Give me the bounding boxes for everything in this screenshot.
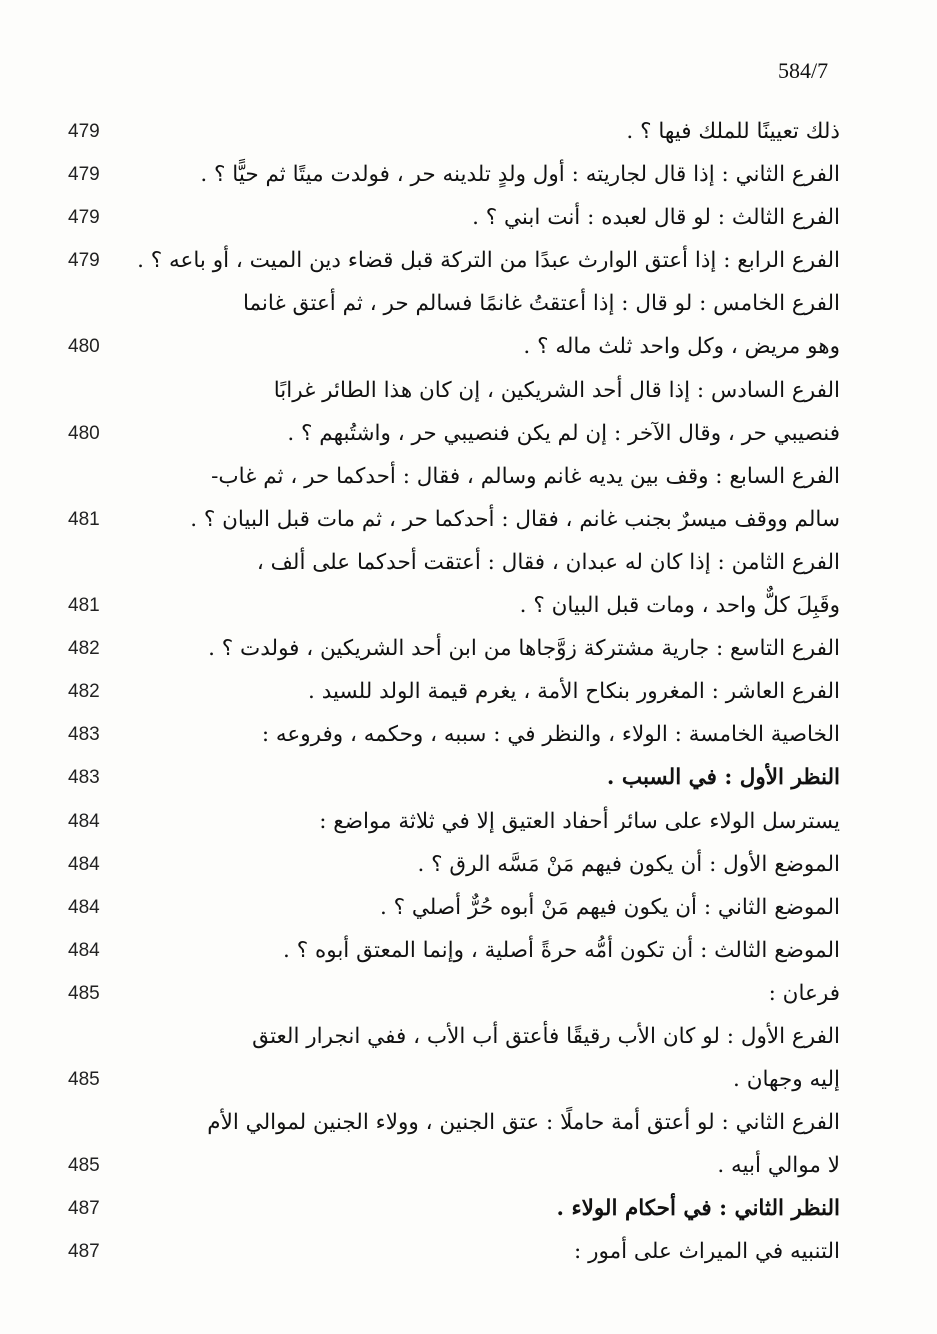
- toc-entry: [60, 713, 840, 756]
- toc-entry: [60, 929, 840, 972]
- toc-entry-text: ذلك تعيينًا للملك فيها ؟ .: [626, 119, 840, 144]
- toc-entry-page: 479: [68, 121, 100, 142]
- toc-entry-page: 482: [68, 638, 100, 660]
- toc-entry-text: إليه وجهان .: [733, 1067, 840, 1093]
- toc-entry-page: 485: [68, 1069, 100, 1091]
- toc-entry: [60, 239, 840, 282]
- toc-entry-page: 484: [68, 853, 100, 875]
- toc-entry-text: فرعان :: [768, 980, 840, 1006]
- toc-entry-page: 480: [68, 422, 100, 444]
- toc-entry-text: النظر الثاني : في أحكام الولاء .: [556, 1196, 840, 1222]
- page-header-number: 584/7: [778, 58, 829, 83]
- toc-entry-page: 485: [68, 1155, 100, 1177]
- toc-entry-page: 479: [68, 250, 100, 272]
- toc-entry: [60, 282, 840, 325]
- toc-entry: [60, 972, 840, 1015]
- toc-entry-text: الفرع التاسع : جارية مشتركة زوَّجاها من ابن أحد الشريكين ، فولدت ؟ .: [208, 636, 840, 662]
- toc-entry: [60, 886, 840, 929]
- toc-entry: [60, 800, 840, 843]
- toc-entry: [60, 1058, 840, 1101]
- toc-entry-text: الفرع الرابع : إذا أعتق الوارث عبدًا من التركة قبل قضاء دين الميت ، أو باعه ؟ .: [137, 248, 840, 274]
- toc-entry-page: 487: [68, 1241, 100, 1263]
- toc-entry: [60, 584, 840, 627]
- toc-entry-page: 480: [68, 336, 100, 358]
- toc-entry: [60, 541, 840, 584]
- toc-entry-page: 481: [68, 508, 100, 530]
- toc-entry: [60, 369, 840, 412]
- toc-entry-text: الفرع الثالث : لو قال لعبده : أنت ابني ؟ .: [472, 205, 840, 231]
- toc-entry-text: النظر الأول : في السبب .: [606, 765, 840, 791]
- toc-entry-text: الفرع الثامن : إذا كان له عبدان ، فقال : أعتقت أحدكما على ألف ،: [256, 549, 840, 575]
- toc-entry: [60, 1187, 840, 1230]
- toc-entry-text: وقَبِلَ كلٌّ واحد ، ومات قبل البيان ؟ .: [519, 593, 840, 619]
- toc-entry: [60, 1144, 840, 1187]
- toc-entry-page: 483: [68, 724, 100, 746]
- toc-entry-text: الخاصية الخامسة : الولاء ، والنظر في : سببه ، وحكمه ، وفروعه :: [261, 722, 840, 748]
- toc-entry-text: فنصيبي حر ، وقال الآخر : إن لم يكن فنصيبي حر ، واشتُبهم ؟ .: [287, 420, 840, 446]
- toc-entry-page: 485: [68, 982, 100, 1004]
- toc-entry-text: التنبيه في الميراث على أمور :: [574, 1239, 840, 1265]
- toc-entry-page: 484: [68, 896, 100, 918]
- toc-entry-page: 479: [68, 164, 100, 186]
- toc-entry-text: الفرع الخامس : لو قال : إذا أعتقتُ غانمًا فسالم حر ، ثم أعتق غانما: [242, 291, 840, 317]
- toc-entry: [60, 1015, 840, 1058]
- toc-entry-page: 487: [68, 1198, 100, 1220]
- toc-entry: [60, 843, 840, 886]
- toc-entry-page: 482: [68, 681, 100, 703]
- toc-entry-text: الموضع الأول : أن يكون فيهم مَنْ مَسَّه الرق ؟ .: [417, 851, 840, 877]
- toc-entry-text: يسترسل الولاء على سائر أحفاد العتيق إلا في ثلاثة مواضع :: [319, 808, 840, 834]
- toc-entry-page: 483: [68, 767, 100, 789]
- toc-entry: [60, 1101, 840, 1144]
- toc-entry: [60, 455, 840, 498]
- toc-entry-text: الفرع السابع : وقف بين يديه غانم وسالم ، فقال : أحدكما حر ، ثم غاب-: [211, 463, 840, 489]
- toc-entry-text: الفرع العاشر : المغرور بنكاح الأمة ، يغرم قيمة الولد للسيد .: [308, 679, 840, 705]
- toc-entry-page: 484: [68, 810, 100, 832]
- toc-entry: [60, 1230, 840, 1273]
- toc-entry: [60, 498, 840, 541]
- toc-entry-text: وهو مريض ، وكل واحد ثلث ماله ؟ .: [523, 334, 840, 360]
- toc-entry-page: 481: [68, 595, 100, 617]
- toc-entry: [60, 325, 840, 368]
- toc-entry-page: 484: [68, 939, 100, 961]
- toc-entry-text: الفرع الأول : لو كان الأب رقيقًا فأعتق أب الأب ، ففي انجرار العتق: [252, 1023, 840, 1049]
- toc-entry-text: لا موالي أبيه .: [717, 1153, 840, 1179]
- toc-entry: [60, 756, 840, 799]
- toc-entry: [60, 627, 840, 670]
- toc-entry: [60, 110, 840, 153]
- toc-entry: [60, 153, 840, 196]
- toc-entry: [60, 412, 840, 455]
- toc-entry-text: الفرع الثاني : لو أعتق أمة حاملًا : عتق الجنين ، وولاء الجنين لموالي الأم: [207, 1110, 840, 1136]
- toc-entry-text: الفرع الثاني : إذا قال لجاريته : أول ولدٍ تلدينه حر ، فولدت ميتًا ثم حيًّا ؟ .: [200, 162, 840, 188]
- toc-entry-text: الموضع الثاني : أن يكون فيهم مَنْ أبوه حُرٌّ أصلي ؟ .: [379, 894, 840, 920]
- toc-entry-page: 479: [68, 207, 100, 229]
- toc-entry: [60, 670, 840, 713]
- toc-entry: [60, 196, 840, 239]
- table-of-contents: [60, 110, 840, 1274]
- toc-entry-text: الموضع الثالث : أن تكون أمُّه حرةً أصلية ، وإنما المعتق أبوه ؟ .: [283, 937, 840, 963]
- toc-entry-text: سالم ووقف ميسرٌ بجنب غانم ، فقال : أحدكما حر ، ثم مات قبل البيان ؟ .: [190, 506, 840, 532]
- toc-entry-text: الفرع السادس : إذا قال أحد الشريكين ، إن كان هذا الطائر غرابًا: [273, 377, 840, 403]
